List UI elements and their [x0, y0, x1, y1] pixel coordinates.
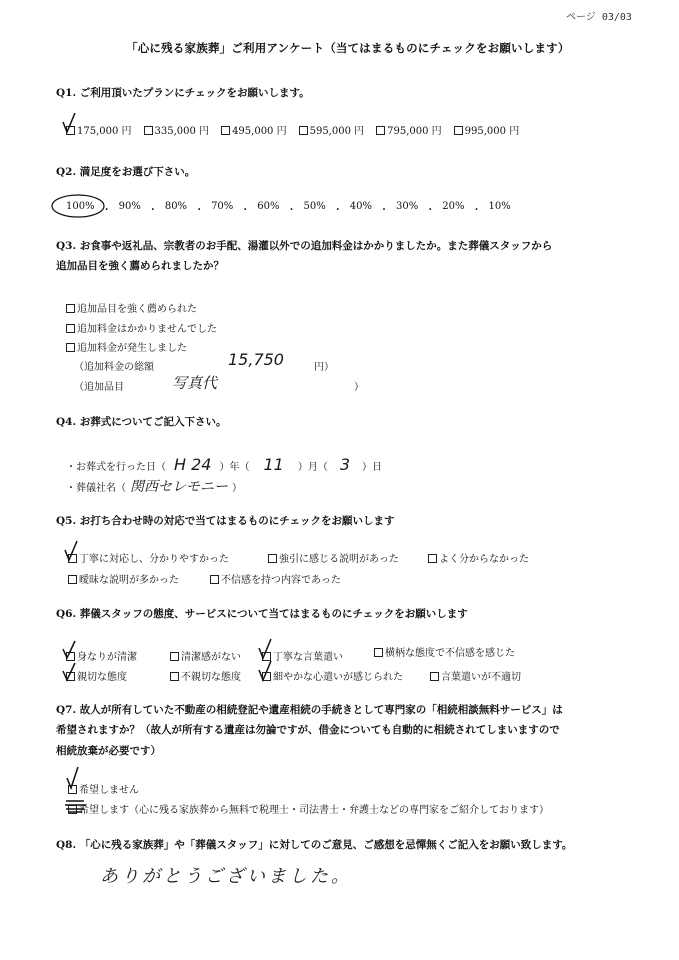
q8-question: Q8. 「心に残る家族葬」や「葬儀スタッフ」に対してのご意見、ご感想を忌憚無くご記入をお願い致します。 — [56, 839, 573, 851]
q6-option-attentive[interactable]: 細やかな心遣いが感じられた — [262, 668, 403, 683]
page-number: ページ 03/03 — [566, 12, 632, 23]
q6-option-polite-words[interactable]: 丁寧な言葉遣い — [262, 648, 343, 663]
checkbox[interactable] — [430, 672, 439, 681]
q7-question-line3: 相続放棄が必要です） — [56, 745, 161, 757]
q4-question: Q4. お葬式についてご記入下さい。 — [56, 416, 227, 428]
checkbox[interactable] — [374, 648, 383, 657]
scribble-out-icon — [64, 797, 88, 815]
q2-option[interactable]: 50% — [303, 201, 326, 212]
q5-option-vague[interactable]: 曖昧な説明が多かった — [68, 571, 179, 586]
q4-month[interactable]: 11 — [263, 455, 284, 474]
q7-option-decline[interactable]: 希望しません — [68, 781, 139, 796]
q2-option[interactable]: 60% — [257, 201, 280, 212]
q2-option[interactable]: 90% — [118, 201, 141, 212]
q8-answer[interactable]: ありがとうございました。 — [100, 866, 352, 887]
q1-option-495000[interactable]: 495,000 円 — [221, 122, 287, 137]
q4-day-unit: ）日 — [362, 462, 383, 473]
q2-question: Q2. 満足度をお選び下さい。 — [56, 166, 196, 178]
check-mark-icon — [66, 766, 80, 790]
checkbox[interactable] — [170, 652, 179, 661]
q3-items-value[interactable]: 写真代 — [172, 374, 218, 392]
q2-option[interactable]: 20% — [442, 201, 465, 212]
q3-items-label: （追加品目 — [74, 382, 124, 393]
q2-option[interactable]: 80% — [164, 201, 188, 212]
q6-option-unclean[interactable]: 清潔感がない — [170, 648, 241, 663]
q1-question: Q1. ご利用頂いたプランにチェックをお願いします。 — [56, 87, 310, 99]
q6-question: Q6. 葬儀スタッフの態度、サービスについて当てはまるものにチェックをお願いします — [56, 608, 468, 620]
q2-separator: ・ — [194, 205, 205, 216]
q2-option[interactable]: 10% — [488, 201, 511, 212]
q5-question: Q5. お打ち合わせ時の対応で当てはまるものにチェックをお願いします — [56, 515, 395, 527]
checkbox[interactable] — [144, 126, 153, 135]
q2-separator: ・ — [101, 205, 112, 216]
checkbox[interactable] — [299, 126, 308, 135]
q2-option[interactable]: 100% — [66, 201, 95, 212]
q2-separator: ・ — [286, 205, 297, 216]
checkbox[interactable] — [170, 672, 179, 681]
check-mark-icon — [62, 640, 76, 660]
q2-option[interactable]: 40% — [349, 201, 372, 212]
q3-question-line1: Q3. お食事や返礼品、宗教者のお手配、湯灌以外での追加料金はかかりましたか。また葬儀スタッフから — [56, 240, 553, 252]
survey-title: 「心に残る家族葬」ご利用アンケート（当てはまるものにチェックをお願いします） — [126, 41, 570, 55]
checkbox[interactable] — [210, 575, 219, 584]
q3-items-close: ） — [354, 382, 364, 393]
q4-month-unit: ）月（ — [297, 462, 328, 473]
q3-total-unit: 円） — [314, 362, 334, 373]
q4-company-value[interactable]: 関西セレモニー — [130, 479, 228, 495]
q2-separator: ・ — [332, 205, 343, 216]
q3-option-recommended[interactable]: 追加品目を強く薦められた — [66, 300, 197, 315]
q1-option-335000[interactable]: 335,000 円 — [144, 122, 210, 137]
q4-date-label: ・お葬式を行った日（ — [66, 462, 166, 473]
q5-option-polite[interactable]: 丁寧に対応し、分かりやすかった — [68, 550, 229, 565]
q2-separator: ・ — [379, 205, 389, 216]
q2-separator: ・ — [147, 205, 158, 216]
q7-option-request[interactable]: 希望します（心に残る家族葬から無料で税理士・司法書士・弁護士などの専門家をご紹介しております） — [68, 801, 549, 816]
check-mark-icon — [62, 662, 76, 682]
q2-option[interactable]: 70% — [211, 201, 234, 212]
selection-circle-icon — [50, 193, 106, 219]
q2-options — [66, 201, 511, 216]
checkbox[interactable] — [68, 575, 77, 584]
checkbox[interactable] — [268, 554, 277, 563]
q1-option-175000[interactable]: 175,000 円 — [66, 122, 132, 137]
check-mark-icon — [258, 638, 272, 660]
check-mark-icon — [64, 540, 78, 562]
checkbox[interactable] — [454, 126, 463, 135]
q4-company-row — [66, 476, 242, 496]
checkbox[interactable] — [428, 554, 437, 563]
q3-total-label: （追加料金の総額 — [74, 362, 154, 373]
q4-year-unit: ）年（ — [219, 462, 250, 473]
q3-total-value[interactable]: 15,750 — [228, 350, 284, 369]
q6-option-inappropriate[interactable]: 言葉遣いが不適切 — [430, 668, 521, 683]
checkbox[interactable] — [66, 324, 75, 333]
checkbox[interactable] — [376, 126, 385, 135]
q7-question-line1: Q7. 故人が所有していた不動産の相続登記や遺産相続の手続きとして専門家の「相続相談無料サービス」は — [56, 704, 563, 716]
q4-company-close: ） — [232, 483, 242, 494]
q6-option-arrogant[interactable]: 横柄な態度で不信感を感じた — [374, 644, 515, 659]
q5-option-unclear[interactable]: よく分からなかった — [428, 550, 529, 565]
q2-option[interactable]: 30% — [396, 201, 419, 212]
q6-option-unkind[interactable]: 不親切な態度 — [170, 668, 241, 683]
q5-option-distrust[interactable]: 不信感を持つ内容であった — [210, 571, 341, 586]
q2-separator: ・ — [240, 205, 251, 216]
q6-option-clean[interactable]: 身なりが清潔 — [66, 648, 137, 663]
q4-company-label: ・葬儀社名（ — [66, 483, 126, 494]
q4-date-row — [66, 455, 382, 474]
q4-day[interactable]: 3 — [339, 455, 351, 474]
q3-option-extra[interactable]: 追加料金が発生しました — [66, 339, 187, 354]
checkbox[interactable] — [66, 304, 75, 313]
check-mark-icon — [62, 112, 76, 134]
q3-option-no-extra[interactable]: 追加料金はかかりませんでした — [66, 320, 217, 335]
q3-question-line2: 追加品目を強く薦められましたか？ — [56, 260, 224, 272]
q6-option-kind[interactable]: 親切な態度 — [66, 668, 127, 683]
q1-option-595000[interactable]: 595,000 円 — [299, 122, 365, 137]
q2-separator: ・ — [471, 205, 482, 216]
q2-separator: ・ — [425, 205, 436, 216]
q4-era-year[interactable]: H 24 — [174, 455, 212, 474]
q1-option-995000[interactable]: 995,000 円 — [454, 122, 520, 137]
q1-option-795000[interactable]: 795,000 円 — [376, 122, 442, 137]
q5-option-forceful[interactable]: 強引に感じる説明があった — [268, 550, 399, 565]
checkbox[interactable] — [221, 126, 230, 135]
q1-options — [66, 122, 519, 137]
q7-question-line2: 希望されますか？（故人が所有する遺産は勿論ですが、借金についても自動的に相続されてしまいますので — [56, 724, 560, 736]
checkbox[interactable] — [66, 343, 75, 352]
check-mark-icon — [258, 660, 272, 682]
